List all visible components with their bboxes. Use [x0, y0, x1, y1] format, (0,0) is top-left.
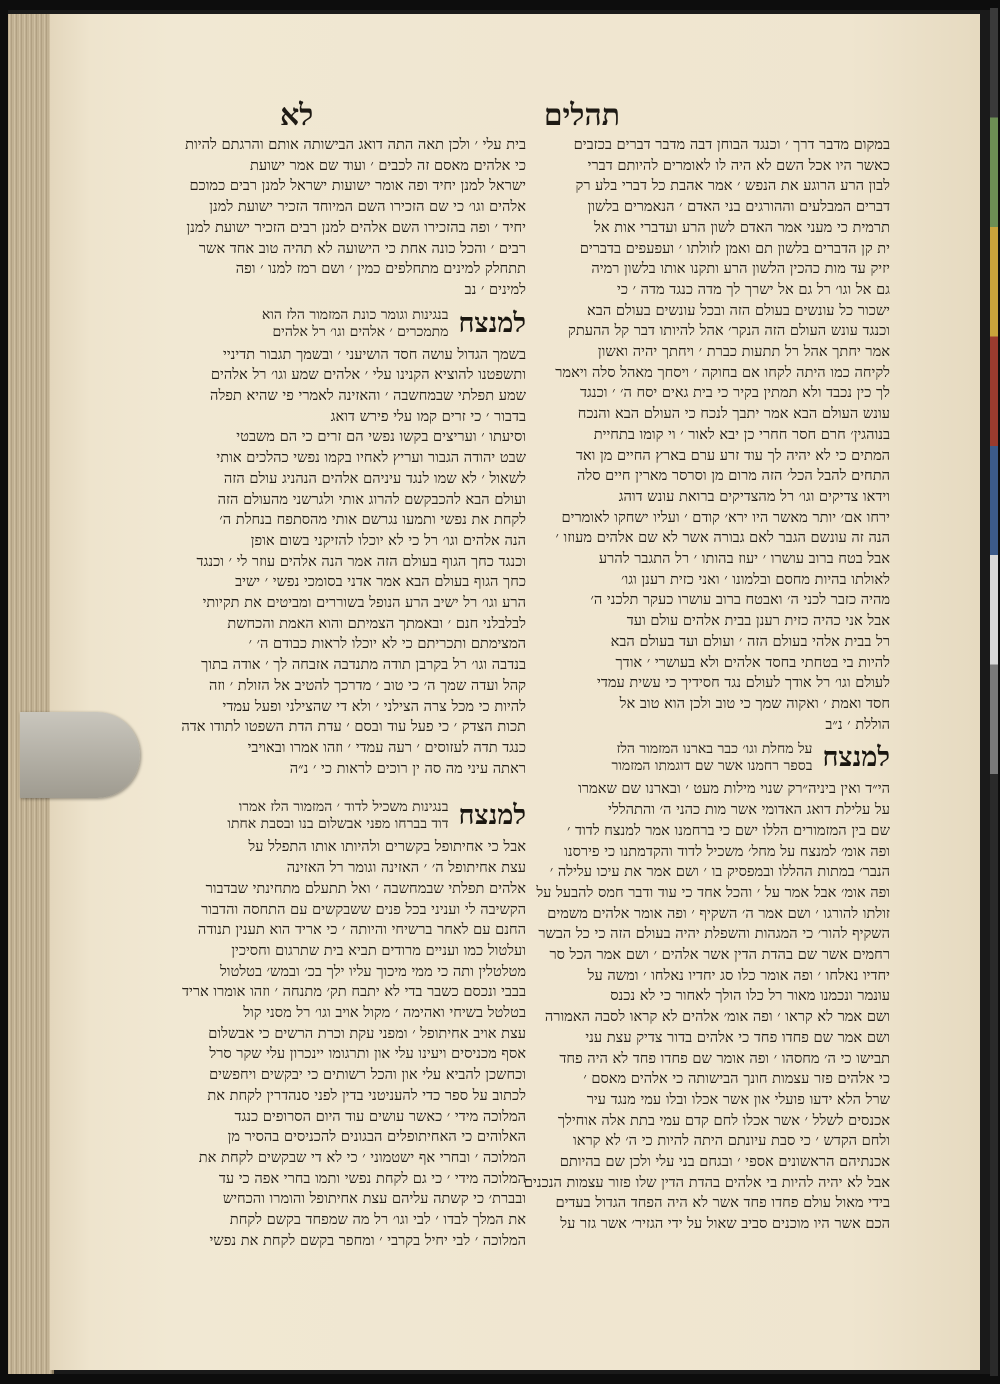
text-line: כנגד תדה לעזוסים ׳ רעה עמדי ׳ וזהו אמרו ובאויבי	[247, 738, 526, 756]
text-line: ראתה עיני מה סה ין רוכים לראות כי ׳ נ״ה	[289, 759, 526, 777]
text-line: יחיד ׳ ופה בהזכירו השם אלהים למנן רבים הזכיר ישועת למנן	[186, 218, 526, 236]
text-line: ירחו אם׳ יותר מאשר היו ירא׳ קודם ׳ ועליו ישחקו לאומרים	[561, 508, 890, 526]
text-line: תרמית כי מעני אמר האדם לשון הרע ועדברי אות אל	[594, 218, 890, 236]
heading-side-text	[227, 799, 448, 833]
text-line: במקום מדבר דרך ׳ וכנגד הבוחן דבה מדבר דברים בכזבים	[573, 136, 890, 153]
section-heading-word: למנצח	[458, 307, 526, 339]
text-line: הנה זה עונשם הגבר לאם גבורה אשר לא שם אלהים מעוזו ׳	[555, 529, 890, 547]
text-line: בשמך הגדול עושה חסד הושיעני ׳ ובשמך תגבור תדיניי	[223, 345, 526, 363]
right-column	[523, 135, 890, 1235]
text-line: ופה אומ׳ אבל אמר על ׳ והכל אחד כי עוד ודבר חמס להבעל על	[536, 883, 890, 901]
text-line: אבל אני כהיה כזית רענן בבית אלהים עולם ועד	[626, 612, 890, 630]
text-line: הכם אשר היו מוכנים סביב שאול על ידי הגזיר׳ אשר גזר על	[560, 1215, 890, 1233]
text-line: לאולתו בהיות מחסם ובלמונו ׳ ואני כזית רענן וגו׳	[621, 570, 890, 588]
text-line: דברים המבלעים וההורגים בני האדם ׳ הנאמרים בלשון	[587, 198, 890, 216]
text-line: ית קן הדברים בלשון תם ואמן לזולתו ׳ ועפעפים בדברים	[579, 239, 890, 257]
text-line: בנגינות וגומר כונת המזמור הלז הוא	[261, 306, 449, 323]
text-line: למינים ׳ נב	[464, 280, 526, 298]
text-line: לעולם וגו׳ רל אודך לעולם נגד חסידיך כי עשית עמדי	[597, 674, 890, 692]
left-block-3	[181, 837, 526, 1251]
left-section-heading-2	[227, 799, 526, 833]
text-line: ושם אמר שם פחדו פחד כי אלהים בדור צדיק עצת עני	[585, 1028, 890, 1046]
text-line: על עלילת דואג האדומי אשר מות כהני ה׳ והתהללי	[608, 801, 890, 819]
text-line: המלוכה ׳ ובחרי אף ישטמוני ׳ כי לא די שבקשים לקחת את	[198, 1148, 526, 1166]
text-line: זולתו להורגו ׳ ושם אמר ה׳ השקיף ׳ ופה אומר אלהים משמים	[547, 904, 890, 922]
text-line: על מחלת וגו׳ כבר בארנו המזמור הלז	[616, 741, 813, 758]
text-line: לקיחה כמו היתה לקחו אם בחוקה ׳ ויסחך מאהל סלה ויאמר	[555, 363, 890, 381]
text-line: מהיה כזבר לכני ה׳ ואבטח ברוב עושרו כעקר תלכני ה׳	[590, 591, 890, 609]
text-line: שמע תפלתי שבמחשבה ׳ והאזינה לאמרי פי שהיא תפלה	[210, 387, 526, 405]
text-line: לבלבלני חנם ׳ ובאמתך הצמיתם והוא האמת והכחשת	[227, 614, 526, 632]
text-line: וכנגד עונש העולם הזה הנקר׳ אהל להיותו דבר קל ההעתק	[568, 322, 890, 340]
text-line: שרל הלא ידעו פועלי און אשר אכלו ובלו עמי מנגד עיר	[586, 1090, 890, 1108]
text-line: אכנתיהם הראשונים אספי ׳ ובגחם בני עלי ולכן שם בהיותם	[559, 1153, 890, 1171]
text-line: תכות הצדק ׳ כי פעל עוד ובסם ׳ עדת הדת השפטו לתודו אדה	[181, 718, 526, 736]
text-line: אלהים וגו׳ כי שם הזכירו השם המיוחד הזכיר ישועת למנן	[209, 198, 526, 216]
text-line: בבבי ונכסם כשבר בדי לא יתבח תק׳ מתנחה ׳ וזהו אומרו אריד	[181, 983, 526, 1001]
text-line: כחך הגוף בעולם הבא אמר אדני בסומכי נפשי ׳ ישיב	[235, 573, 526, 591]
text-line: רחמים אשר שם בהדת הדין אשר אלהים ׳ ושם אמר הכל סר	[549, 946, 890, 964]
text-line: ולחם הקדש ׳ כי סבת עיונתם היתה להיות כי ה׳ לא קראו	[572, 1132, 890, 1150]
text-line: עצת אחיתופל ה׳ ׳ האזינה וגומר רל האזינה	[286, 859, 526, 877]
running-head	[250, 98, 890, 138]
text-line: אמר יחתך אהל רל תתעות כברת ׳ ויחתך יהיה ואשון	[597, 343, 890, 361]
text-line: ופה אומ׳ למנצח על מחל׳ משכיל לדוד והקדמתנו כי פירסנו	[564, 842, 890, 860]
text-line: כי אלהים פזר עצמות חונך הבישותה כי אלהים מאסם ׳	[583, 1070, 890, 1088]
text-line: וסיעתו ׳ ועריצים בקשו נפשי הם זרים כי הם משבטי	[236, 428, 526, 446]
bookmark-strip	[20, 712, 140, 798]
text-line: כאשר היו אכל השם לא היה לו לאומרים להיותם דברי	[587, 156, 890, 174]
text-line: בידי מאול עולם פחדו פחד אשר לא היה הפחד הגדול בעדים	[555, 1194, 890, 1212]
text-line: מטלטלין ותה כי ממי מיכוך עליו ילך בכ׳ ובמש׳ בטלטול	[219, 962, 526, 980]
text-line: הנה אלהים וגו׳ רל כי לא יוכלו להזיקני בשום אופן	[250, 531, 526, 549]
text-line: מתמכרים ׳ אלהים וגו׳ רל אלהים	[272, 323, 449, 340]
color-calibration-bar	[990, 8, 998, 1376]
section-heading-word: למנצח	[458, 800, 526, 832]
text-line: הי״ד ואין ביניה״רק שנוי מילות מעט ׳ ובארנו שם שאמרו	[578, 780, 890, 798]
text-line: הרע וגו׳ רל ישיב הרע הנופל בשוררים ומביטים את תקיותי	[202, 594, 526, 612]
text-line: וכחשכן להביא עלי און והכל רשותים כי יבקשים ויחפשים	[209, 1066, 526, 1084]
text-line: להיות בי בטחתי בחסד אלהים ולא בעושרי ׳ אודך	[615, 653, 890, 671]
text-line: שבט יהודה הגבור ועריץ לאחיו בקמו נפשי כהלכים אותי	[216, 449, 526, 467]
text-line: בטלטל בשיחי ואהימה ׳ מקול אויב וגו׳ רל מסני קול	[243, 1004, 526, 1022]
text-line: בנגינות משכיל לדוד ׳ המזמור הלז אמרו	[238, 799, 449, 816]
text-line: רל בבית אלהי בעולם הזה ׳ ועולם ועד בעולם הבא	[610, 632, 890, 650]
book-page-edges	[8, 14, 54, 1374]
text-line: החנם עם לאחר ברשיחי והיותה ׳ כי אריד הוא תענין תנודה	[197, 921, 526, 939]
text-line: קהל ועדה שמך ה׳ כי טוב ׳ מדרכך להטיב אל הזולת ׳ וזה	[208, 676, 526, 694]
text-line: ישכור כל עונשים בעולם הזה ובכל עונשים בעולם הבא	[587, 301, 890, 319]
text-line: אבל כי אחיתופל בקשרים ולהיותו אותו התפלל על	[248, 838, 526, 856]
text-line: השקיף להור׳ כי המגהות והשפלת יהיה בעולם הזה כי כל הבשר	[538, 925, 890, 943]
section-heading-word: למנצח	[822, 742, 890, 774]
section-gap	[236, 779, 526, 793]
heading-side-text	[236, 307, 448, 341]
left-block-2	[181, 345, 526, 780]
text-line: לכתוב על ספר כדי להעניטני בדין לפני סנהדרין לקחת את	[207, 1086, 526, 1104]
text-line: ועולם הבא להכבקשם להרוג אותי ולגרשני מהעולם הזה	[217, 490, 526, 508]
text-line: וידאו צדיקים וגו׳ רל מהצדיקים ברואת עונש דוהג	[618, 487, 890, 505]
text-line: רבים ׳ והכל כונה אחת כי הישועה לא תהיה טוב אחד אשר	[198, 239, 526, 257]
text-line: חסד ואמת ׳ ואקוה שמך כי טוב ולכן הוא טוב אל	[619, 694, 890, 712]
text-line: בית עלי ׳ ולכן תאה התה דואג הבישותה אותם והרגתם להיות	[185, 136, 526, 153]
text-line: להיות כי מכל צרה הצילני ׳ ולא די שהצילני ופעל עמדי	[222, 697, 526, 715]
text-line: כי אלהים מאסם זה לכבים ׳ ועוד שם אמר ישועת	[249, 156, 526, 174]
text-line: ושם אמר לא קראו ׳ ופה אומ׳ אלהים לא קראו לסבה האמורה	[544, 1008, 890, 1026]
text-line: יחדיו נאלחו ׳ ופה אומר כלו סג יחדיו נאלחו ׳ ומשה על	[587, 966, 890, 984]
heading-side-text	[600, 741, 812, 775]
text-line: דוד בברחו מפני אבשלום בנו ובסבת אחתו	[227, 816, 449, 833]
text-line: עצת אויב אחיתופל ׳ ומפני עקת וכרת הרשים כי אבשלום	[208, 1024, 526, 1042]
text-line: גם אל וגו׳ רל גם אל ישרך לך מדה כנגד מדה ׳ כי	[617, 280, 890, 298]
text-line: את המלך לבדו ׳ לבי וגו׳ רל מה שמפחד בקשם לקחת	[229, 1211, 526, 1229]
text-line: לשאול ׳ לא שמו לנגד עיניהם אלהים הנהניג עולם הזה	[223, 469, 526, 487]
text-line: לקחת את נפשי ותמעו נגרשם אותי מהסתפח בנחלת ה׳	[219, 511, 526, 529]
text-line: תבישו כי ה׳ מחסהו ׳ ופה אומר שם פחדו פחד לא היה פחד	[559, 1049, 890, 1067]
text-line: אכנסים לשלל ׳ אשר אכלו לחם קדם עמי בתת אלה אוחילך	[557, 1111, 890, 1129]
book-title: תהלים	[543, 98, 620, 133]
text-line: אבל בטח ברוב עושרו ׳ יעוז בהותו ׳ רל התגבר להרע	[598, 550, 890, 568]
text-line: יזיק עד מות כהכין הלשון הרע ותקנו אותו בלשון רמיה	[591, 260, 890, 278]
text-line: שם בין המזמורים הללו ישם כי ברחמנו אמר למנצח לדוד ׳	[566, 821, 890, 839]
text-line: וכנגד כחך הגוף בעולם הזה אמר הנה אלהים עוזר לי ׳ וכנגד	[196, 552, 526, 570]
text-line: לך כין נכבד ולא תמתין בקיר כי בית גאים יסח ה׳ ׳ וכנגד	[579, 384, 890, 402]
text-line: המלוכה מידי ׳ כאשר עושים עוד היום הסרופים כנגד	[234, 1107, 526, 1125]
right-block-2	[555, 301, 890, 736]
text-line: ותשפטנו להוציא הקנינו עלי ׳ אלהים שמע וגו׳ רל אלהים	[210, 366, 526, 384]
text-line: בנוהגין׳ חרם חסר חחרי כן יבא לאור ׳ וי קומו בתחיית	[593, 425, 890, 443]
text-line: התחים להבל הכל׳ הזה מרום מן וסרסר מארין חיים סלה	[576, 467, 890, 485]
text-line: הנבר׳ במתות ההללו ובמפסיק בו ׳ ושם אמר את עיכו עלילה ׳	[549, 863, 890, 881]
text-line: אבל לא יהיה להיות בי אלהים בהדת הדין שלו פזור עצמות הנכנים	[523, 1173, 890, 1191]
left-block-1	[185, 135, 526, 301]
text-line: אלהים תפלתי שבמחשבה ׳ ואל תתעלם מתחינתי שבדבור	[205, 879, 526, 897]
left-section-heading	[236, 307, 526, 341]
text-line: הוללת ׳ נ״ב	[825, 715, 890, 733]
text-line: הקשיבה לי ועניני בכל פנים ששבקשים עם התחסה והדבור	[201, 900, 526, 918]
text-line: בנדבה וגו׳ רל בקרבן תודה מתנדבה אזבחה לך ׳ אודה בתוך	[201, 656, 526, 674]
text-line: ישראל למנן יחיד ופה אומר ישועות ישראל למנן רבים כמוכם	[189, 177, 526, 195]
folio-number: לא	[280, 98, 314, 133]
text-line: האלוהים כי האחיתופלים הבגונים להכניסים בהסיר מן	[227, 1128, 526, 1146]
text-line: בספר רחמנו אשר שם דוגמתו המזמור	[611, 758, 813, 775]
right-block-1	[573, 135, 890, 301]
text-line: עונש העולם הבא אמר יתבך לנכח כי העולם הבא והנכח	[577, 405, 890, 423]
text-line: ועלטול כמו ועניים מרודים תביא בית שתרגום וחסיכין	[231, 941, 526, 959]
text-line: עונמר ונכמנו מאור רל כלו הולך לאחור כי לא נכנס	[610, 987, 890, 1005]
text-line: תתחלק למינים מתחלפים כמין ׳ ושם רמז למנו ׳ ופה	[235, 260, 526, 278]
text-line: אסף מכניסים ויעינו עלי און ותרגומו יינכרון עלי שקר סרל	[209, 1045, 526, 1063]
text-line: המלוכה ׳ לבי יחיל בקרבי ׳ ומחפר בקשם לקחת את נפשי	[209, 1231, 526, 1249]
right-block-3	[523, 779, 890, 1234]
text-line: המתים כי לא יהיה לך עוד זרע ערם בארץ החיים מן ואד	[575, 446, 890, 464]
text-line: בדבור ׳ כי זרים קמו עלי פירש דואג	[330, 407, 526, 425]
text-line: לבון הרע הרוגע את הנפש ׳ אמר אהבת כל דברי בלע רק	[575, 177, 890, 195]
left-column	[181, 135, 526, 1251]
text-line: המצימתם ותכריתם כי לא יוכלו לראות כבודם ה׳ ׳	[248, 635, 526, 653]
text-line: ובברת׳ כי קשתה עליהם עצת אחיתופל והומרו והכחיש	[222, 1190, 526, 1208]
right-section-heading	[600, 741, 890, 775]
text-line: המלוכה מידי ׳ כי גם לקחת נפשי ותמו בחרי אפה כי עד	[218, 1169, 526, 1187]
